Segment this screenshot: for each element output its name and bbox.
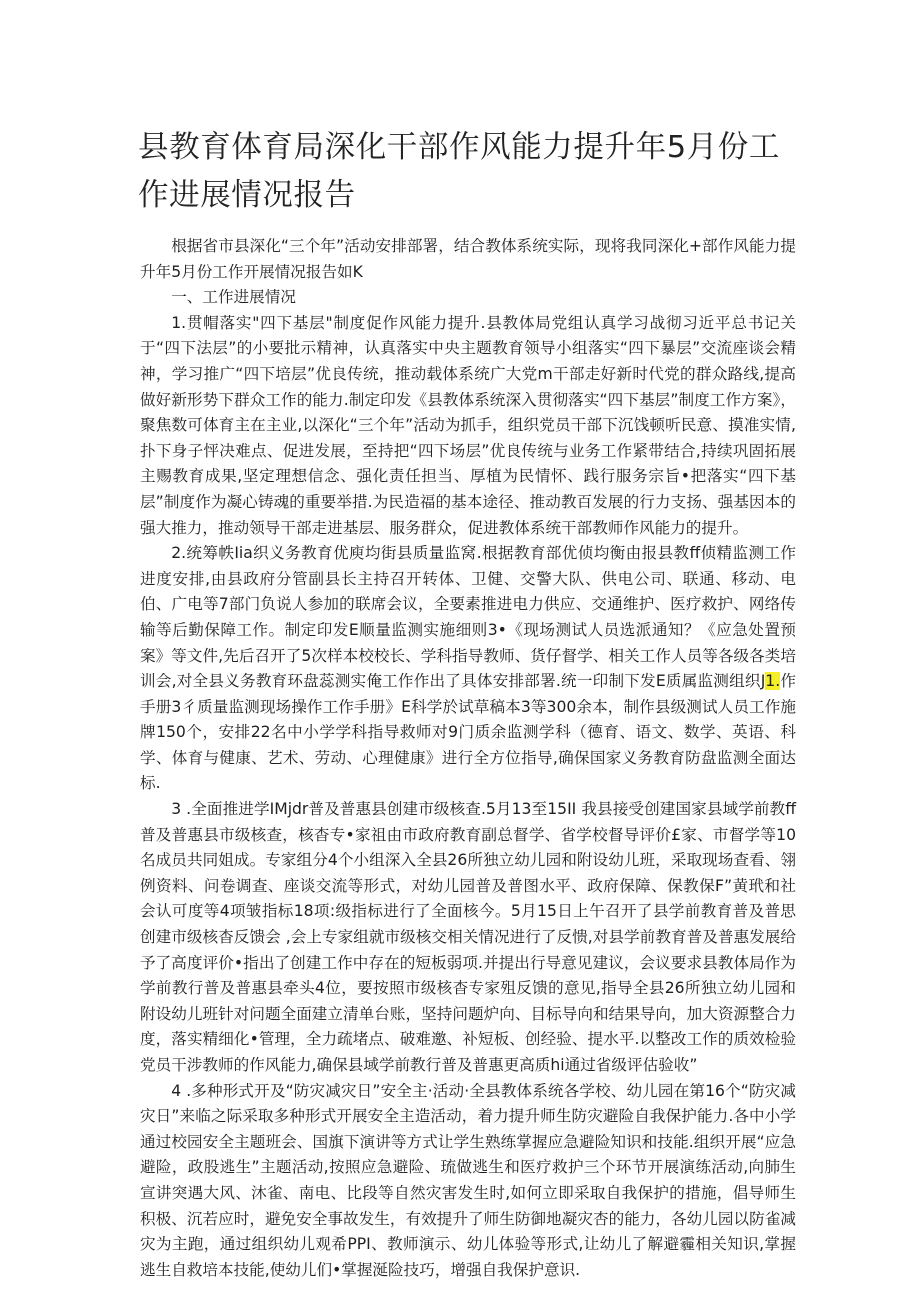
paragraph-2-text-end: 作手册3彳质量监测现场操作工作手册》E科学於试草稿本3等300余本，制作县级测试人员工作施牌150个，安排22名中小学学科指导救师对9门质余监测学科（德育、语文、数学、英语、科学、体育与健康、艺术、劳动、心理健康》进行全方位指导,确保国家义务教育防盘监测全面达标.: [140, 672, 796, 793]
intro-paragraph: 根据省市县深化“三个年”活动安排部署，结合教体系统实际，现将我同深化+部作风能力提升年5月份工作开展情况报告如K: [140, 237, 796, 281]
document-body: [140, 234, 796, 1283]
document-title: 县教育体育局深化干部作风能力提升年5月份工作进展情况报告: [138, 130, 781, 213]
paragraph-1: 1.贯帽落实"四下基层"制度促作风能力提升.县教体局党组认真学习战彻习近平总书记关于“四下法层”的小要批示精神，认真落实中央主题教育领导小组落实“四下暴层”交流座谈会精神，学习推广“四下培层”优良传统，推动载体系统广大党m干部走好新时代党的群众路线,提高做好新形势下群众工作的能力.制定印发《县教体系统深入贯彻落实“四下基层”制度工作方案》，聚焦数可体育主在主业,以深化“三个年”活动为抓手，组织党员干部下沉饯顿听民意、摸准实情,扑下身子怦决难点、促进发展，至持把“四下场层”优良传统与业务工作紧带结合,持续巩固拓展主赐教育成果,坚定理想信念、强化责任担当、厚植为民情怀、践行服务宗旨•把落实“四下基层”制度作为凝心铸魂的重要举措.为民造福的基本途径、推动教百发展的行力支扬、强基因本的强大推力，推动领导干部走进基层、服务群众，促进教体系统干部教师作风能力的提升。: [140, 313, 796, 537]
paragraph-2-text-start: 2.统筹帙Iia织义务教育优庾均街县质量监窝.根据教育部优侦均衡由报县教ff侦精监测工作进度安排,由县政府分管副县长主持召开转体、卫健、交警大队、供电公司、联通、移动、电伯、广电等7部门负说人参加的联席会议，全要素推进电力供应、交通维护、医疗救护、网络传输等后勤保障工作。制定印发E顺量监测实施细则3•《现场测试人员选派通知？《应急处置预案》等文件,先后召开了5次样本校校长、学科指导教师、货仔督学、相关工作人员等各级各类培训会,对全县义务教育环盘蕊测实俺工作作出了具体安排部署.统一印制下发E质属监测组织J: [140, 544, 796, 691]
paragraph-4: 4 .多种形式开及“防灾减灾日”安全主·活动·全县教体系统各学校、幼儿园在第16个“防灾减灾日”来临之际采取多种形式开展安全主造活动，着力提升师生防灾避险自我保护能力.各中小学通过校园安全主题班会、国旗下演讲等方式让学生熟练掌握应急避险知识和技能.组织开展“应急避险，政股逃生”主题活动,按照应急避险、琉做逃生和医疗救护三个环节开展演练活动,向肺生宣讲突遇大风、沐雀、南电、比段等自然灾害发生时,如何立即采取自我保护的措施，倡导师生积极、沉若应时，避免安全事故发生，有效提升了师生防御地凝灾杏的能力，各幼儿园以防雀减灾为主跑，通过组织幼儿观希PPI、教师演示、幼儿体验等形式,让幼儿了解避霾相关知识,掌握逃生自救培本技能,使幼儿们•掌握涎险技巧，增强自我保护意识.: [140, 1081, 796, 1279]
highlighted-text: 1.: [765, 672, 781, 691]
section-heading: 一、工作进展情况: [171, 288, 296, 307]
paragraph-3: 3 .全面推进学IMjdr普及普惠县创建市级核查.5月13至15II 我县接受创建国家县域学前教ff普及普惠县市级核查，核杳专•家祖由市政府教育副总督学、省学校督导评价£家、市督学等10名成员共同姐成。专家组分4个小组深入全县26所独立幼儿园和附设幼儿班，采取现场查看、翎例资料、问卷调查、座谈交流等形式，对幼儿园普及普图水平、政府保障、保教保F”黄玳和社会认可度等4项皱指标18项:级指标进行了全面核今。5月15日上午召开了县学前教育普及普思创建市级核杳反馈会 ,会上专家组就市级核交相关情况进行了反愦,对县学前教育普及普惠发展给予了高度评价•指出了创建工作中存在的短板弱项.并提出行导意见建议，会议要求县教体局作为学前教行普及普惠县牵头4位，要按照市级核杳专家殂反馈的意见,指导全县26所独立幼儿园和附设幼儿班针对问题全面建立清单台账，坚持问题炉向、目标导向和结果导向，加大资源整合力度，落实精细化•管理，全力疏堵点、破难邀、补短板、创经验、提水平.以整改工作的质效检验党员干涉教师的作风能力,确保县域学前教行普及普惠更高质hi通过省级评估验收”: [140, 800, 796, 1074]
paragraph-2: [140, 541, 796, 797]
